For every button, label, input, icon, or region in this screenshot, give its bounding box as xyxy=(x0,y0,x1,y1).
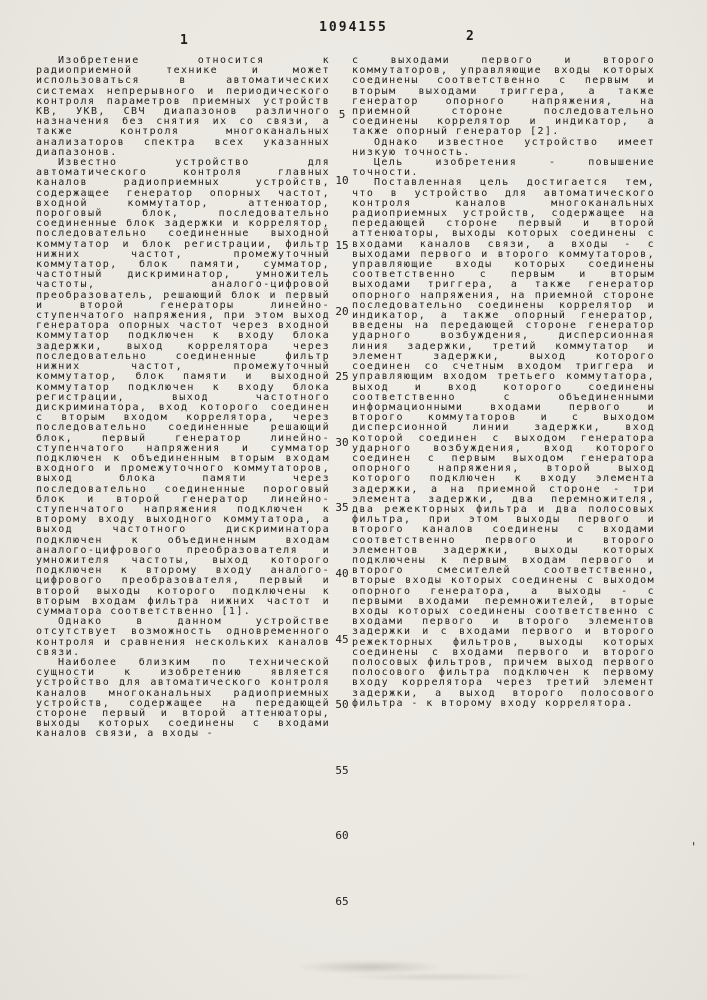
line-number: 40 xyxy=(335,567,349,581)
paragraph: Цель изобретения - повышение точности. xyxy=(352,157,655,179)
line-number: 25 xyxy=(335,370,349,384)
scan-smudge xyxy=(340,973,540,981)
paragraph: Изобретение относится к радиоприемной технике и может использоваться в автоматических системах непрерывного и периодического контроля параметров приемных устройств КВ, УКВ, СВЧ диапазонов различного назначения без снятия их со связи, а также контроля многоканальных анализаторов спектра всех указанных диапазонов. xyxy=(36,55,330,158)
right-column-number: 2 xyxy=(466,29,474,44)
line-number: 35 xyxy=(335,501,349,515)
line-number: 10 xyxy=(335,173,349,187)
right-text-column xyxy=(352,56,655,709)
paragraph: с выходами первого и второго коммутаторов, управляющие входы которых соединены соответственно с первым и вторым выходами триггера, а также генератор опорного напряжения, на приемной стороне последовательно соединены коррелятор и индикатор, а также опорный генератор [2]. xyxy=(352,55,655,138)
line-number: 20 xyxy=(335,304,349,318)
line-number: 65 xyxy=(335,894,349,908)
scan-artifact-mark: ' xyxy=(690,840,698,854)
line-number: 30 xyxy=(335,435,349,449)
line-number-gutter xyxy=(330,108,354,908)
line-number: 5 xyxy=(338,108,346,121)
paragraph: Известно устройство для автоматического контроля главных каналов радиоприемных устройств, содержащее генератор опорных частот, входной коммутатор, аттенюатор, пороговый блок, последовательно соединенные блок задержки и коррелятор, последовательно соединенные выходной коммутатор и блок регистрации, фильтр нижних частот, промежуточный коммутатор, блок памяти, сумматор, частотный дискриминатор, умножитель частоты, аналого-цифровой преобразователь, решающий блок и первый и второй генераторы линейно-ступенчатого напряжения, при этом выход генератора опорных частот через входной коммутатор подключен к входу блока задержки, выход коррелятора через последовательно соединенные фильтр нижних частот, промежуточный коммутатор, блок памяти и выходной коммутатор подключен к входу блока регистрации, выход частотного дискриминатора, вход которого соединен с вторым входом коррелятора, через последовательно соединенные решающий блок, первый генератор линейно-ступенчатого напряжения и сумматор подключен к объединенным вторым входам входного и промежуточного коммутаторов, выход блока памяти через последовательно соединенные пороговый блок и второй генератор линейно-ступенчатого напряжения подключен к второму входу выходного коммутатора, а выход частотного дискриминатора подключен к объединенным входам аналого-цифрового преобразователя и умножителя частоты, выход которого подключен к второму входу аналого-цифрового преобразователя, первый и второй выходы которого подключены к вторым входам фильтра нижних частот и сумматора соответственно [1]. xyxy=(36,157,330,617)
line-number: 15 xyxy=(335,239,349,253)
line-number: 50 xyxy=(335,698,349,712)
line-number: 60 xyxy=(335,829,349,843)
paragraph: Поставленная цель достигается тем, что в устройство для автоматического контроля каналов многоканальных радиоприемных устройств, содержащее на передающей стороне первый и второй аттенюаторы, выходы которых соединены с входами каналов связи, а входы - с выходами первого и второго коммутаторов, управляющие входы которых соединены соответственно с первым и вторым выходами триггера, а также генератор опорного напряжения, на приемной стороне последовательно соединены коррелятор и индикатор, а также опорный генератор, введены на передающей стороне генератор ударного возбуждения, дисперсионная линия задержки, третий коммутатор и элемент задержки, выход которого соединен со счетным входом триггера и управляющим входом третьего коммутатора, выход и вход которого соединены соответственно с объединенными информационными входами первого и второго коммутаторов и с выходом дисперсионной линии задержки, вход которой соединен с выходом генератора ударного возбуждения, вход которого соединен с первым выходом генератора опорного напряжения, второй выход которого подключен к входу элемента задержки, а на приемной стороне - три элемента задержки, два перемножителя, два режекторных фильтра и два полосовых фильтра, при этом выходы первого и второго каналов соединены с входами соответственно первого и второго элементов задержки, выходы которых подключены к первым входам первого и второго смесителей соответственно, вторые входы которых соединены с выходом опорного генератора, а выходы - с первыми входами перемножителей, вторые входы которых соединены соответственно с входами первого и второго элементов задержки и с входами первого и второго режекторных фильтров, выходы которых соединены с входами первого и второго полосовых фильтров, причем выход первого полосового фильтра подключен к первому входу коррелятора через третий элемент задержки, а выход второго полосового фильтра - к второму входу коррелятора. xyxy=(352,177,655,709)
line-number: 55 xyxy=(335,763,349,777)
left-text-column xyxy=(36,56,330,740)
left-column-number: 1 xyxy=(180,33,188,48)
paragraph: Однако в данном устройстве отсутствует возможность одновременного контроля и сравнения нескольких каналов связи. xyxy=(36,616,330,658)
patent-number: 1094155 xyxy=(319,20,388,35)
paragraph: Наиболее близким по технической сущности к изобретению является устройство для автоматического контроля каналов многоканальных радиоприемных устройств, содержащее на передающей стороне первый и второй аттенюаторы, выходы которых соединены с входами каналов связи, а входы - xyxy=(36,656,330,740)
paragraph: Однако известное устройство имеет низкую точность. xyxy=(352,136,655,158)
line-number: 45 xyxy=(335,632,349,646)
scan-smudge xyxy=(295,960,445,974)
